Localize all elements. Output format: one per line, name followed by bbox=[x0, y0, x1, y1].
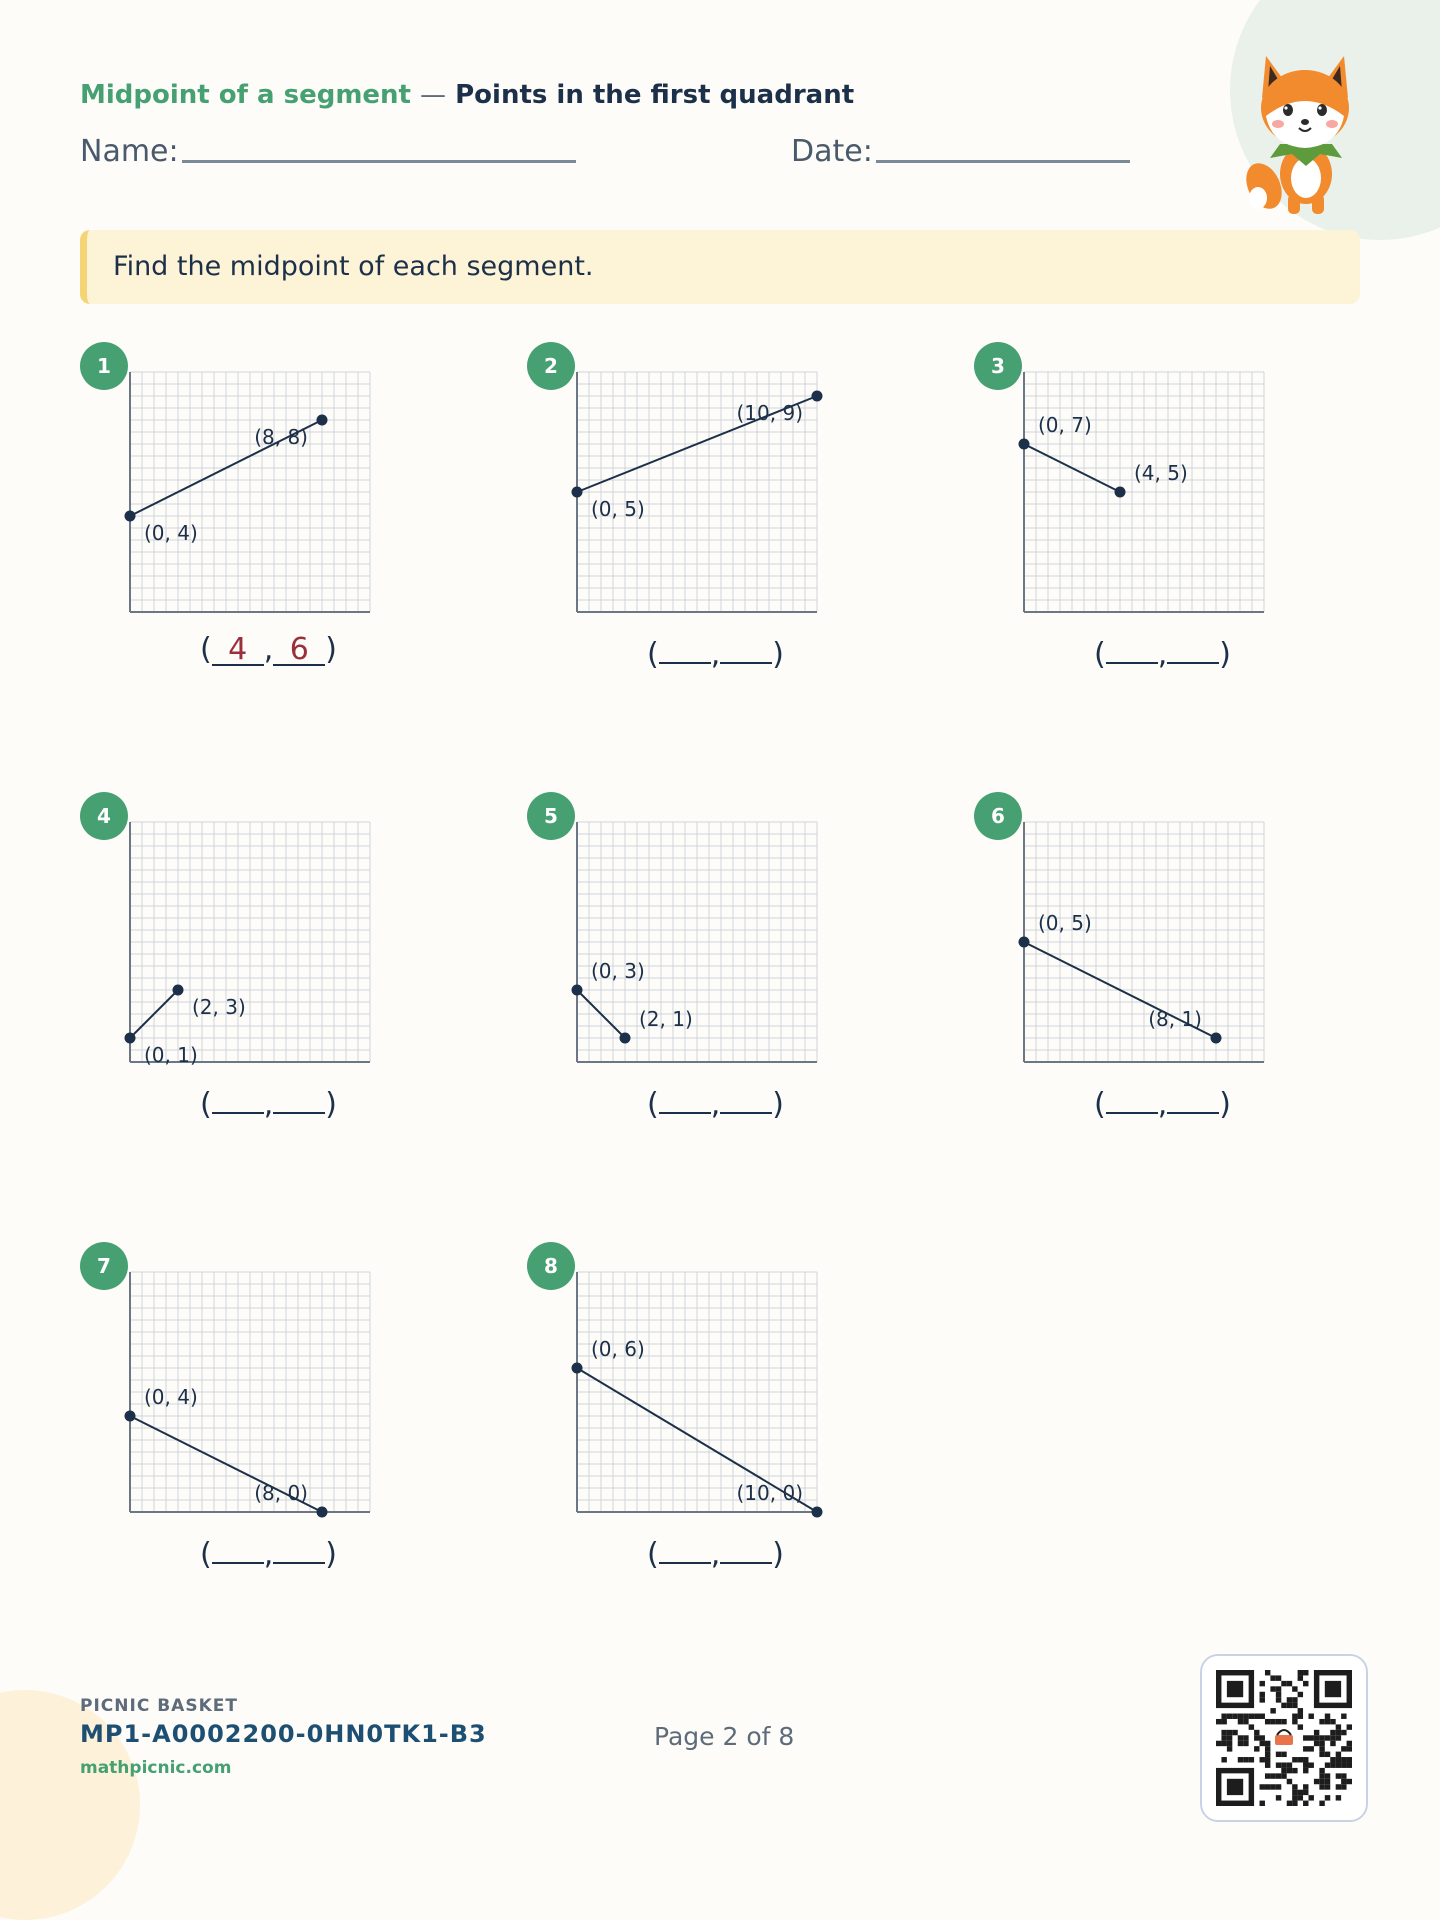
brand-label: PICNIC BASKET bbox=[80, 1696, 238, 1716]
endpoint-a-label: (0, 7) bbox=[1038, 413, 1092, 437]
problem-number-badge: 2 bbox=[527, 342, 575, 390]
endpoint-b bbox=[620, 1033, 631, 1044]
qr-code[interactable] bbox=[1200, 1654, 1368, 1822]
answer-y-blank[interactable] bbox=[273, 1532, 325, 1564]
endpoint-a bbox=[125, 1411, 136, 1422]
answer-y-blank[interactable]: 6 bbox=[273, 634, 325, 666]
problem-card bbox=[80, 1242, 500, 1602]
answer-x-blank[interactable]: 4 bbox=[212, 634, 264, 666]
endpoint-a bbox=[572, 1363, 583, 1374]
problem-card bbox=[974, 792, 1394, 1152]
instruction-banner bbox=[80, 230, 1360, 304]
endpoint-a bbox=[1019, 937, 1030, 948]
endpoint-b-label: (8, 8) bbox=[254, 425, 308, 449]
answer-x-blank[interactable] bbox=[1106, 1082, 1158, 1114]
answer-x-blank[interactable] bbox=[1106, 632, 1158, 664]
endpoint-a-label: (0, 4) bbox=[144, 1385, 198, 1409]
answer-field: ( , ) bbox=[647, 632, 784, 672]
problem-card bbox=[80, 342, 500, 702]
date-label: Date: bbox=[791, 134, 873, 169]
coordinate-grid bbox=[577, 1272, 817, 1512]
endpoint-b-label: (8, 0) bbox=[254, 1481, 308, 1505]
endpoint-b-label: (10, 9) bbox=[736, 401, 803, 425]
topic-title: Midpoint of a segment bbox=[80, 80, 411, 110]
answer-field: ( , ) bbox=[1094, 632, 1231, 672]
answer-x-blank[interactable] bbox=[659, 1532, 711, 1564]
coordinate-grid bbox=[130, 372, 370, 612]
coordinate-grid bbox=[1024, 822, 1264, 1062]
answer-field: ( , ) bbox=[200, 1082, 337, 1122]
endpoint-b bbox=[812, 1507, 823, 1518]
answer-y-blank[interactable] bbox=[720, 1532, 772, 1564]
site-link[interactable]: mathpicnic.com bbox=[80, 1758, 232, 1778]
problem-number-badge: 5 bbox=[527, 792, 575, 840]
problem-number-badge: 6 bbox=[974, 792, 1022, 840]
answer-y-blank[interactable] bbox=[1167, 1082, 1219, 1114]
answer-y-blank[interactable] bbox=[273, 1082, 325, 1114]
problem-number-badge: 3 bbox=[974, 342, 1022, 390]
date-field[interactable] bbox=[876, 160, 1130, 163]
coordinate-grid bbox=[577, 822, 817, 1062]
endpoint-b bbox=[317, 415, 328, 426]
answer-field: ( , ) bbox=[647, 1082, 784, 1122]
name-field[interactable] bbox=[182, 160, 576, 163]
endpoint-b-label: (2, 3) bbox=[192, 995, 246, 1019]
endpoint-a-label: (0, 3) bbox=[591, 959, 645, 983]
worksheet-title bbox=[80, 80, 854, 110]
answer-x-blank[interactable] bbox=[659, 1082, 711, 1114]
endpoint-a bbox=[572, 487, 583, 498]
problem-number-badge: 4 bbox=[80, 792, 128, 840]
endpoint-a bbox=[572, 985, 583, 996]
name-label: Name: bbox=[80, 134, 179, 169]
title-separator: — bbox=[420, 80, 447, 110]
page-number: Page 2 of 8 bbox=[654, 1722, 795, 1751]
qr-code-icon bbox=[1216, 1670, 1352, 1806]
endpoint-a bbox=[125, 1033, 136, 1044]
endpoint-a-label: (0, 6) bbox=[591, 1337, 645, 1361]
problem-card bbox=[80, 792, 500, 1152]
endpoint-a-label: (0, 5) bbox=[591, 497, 645, 521]
problem-number-badge: 7 bbox=[80, 1242, 128, 1290]
answer-field: ( , ) bbox=[647, 1532, 784, 1572]
coordinate-grid bbox=[130, 822, 370, 1067]
endpoint-b bbox=[317, 1507, 328, 1518]
answer-field: ( 4 , 6 ) bbox=[200, 632, 337, 667]
endpoint-a bbox=[1019, 439, 1030, 450]
endpoint-a-label: (0, 1) bbox=[144, 1043, 198, 1067]
endpoint-b-label: (8, 1) bbox=[1148, 1007, 1202, 1031]
problem-card bbox=[527, 792, 947, 1152]
answer-y-blank[interactable] bbox=[720, 632, 772, 664]
answer-y-blank[interactable] bbox=[720, 1082, 772, 1114]
fox-mascot-icon bbox=[1240, 46, 1370, 216]
endpoint-a bbox=[125, 511, 136, 522]
answer-x-blank[interactable] bbox=[212, 1532, 264, 1564]
problem-number-badge: 1 bbox=[80, 342, 128, 390]
instruction-text: Find the midpoint of each segment. bbox=[113, 251, 594, 282]
answer-field: ( , ) bbox=[200, 1532, 337, 1572]
answer-y-blank[interactable] bbox=[1167, 632, 1219, 664]
endpoint-a-label: (0, 4) bbox=[144, 521, 198, 545]
problem-number-badge: 8 bbox=[527, 1242, 575, 1290]
coordinate-grid bbox=[1024, 372, 1264, 612]
endpoint-b-label: (10, 0) bbox=[736, 1481, 803, 1505]
answer-field: ( , ) bbox=[1094, 1082, 1231, 1122]
problem-card bbox=[527, 1242, 947, 1602]
coordinate-grid bbox=[577, 372, 817, 612]
coordinate-grid bbox=[130, 1272, 370, 1512]
endpoint-a-label: (0, 5) bbox=[1038, 911, 1092, 935]
endpoint-b bbox=[1115, 487, 1126, 498]
endpoint-b bbox=[173, 985, 184, 996]
answer-x-blank[interactable] bbox=[659, 632, 711, 664]
worksheet-code: MP1-A0002200-0HN0TK1-B3 bbox=[80, 1720, 487, 1748]
endpoint-b-label: (4, 5) bbox=[1134, 461, 1188, 485]
problem-card bbox=[974, 342, 1394, 702]
answer-x-blank[interactable] bbox=[212, 1082, 264, 1114]
subtopic-title: Points in the first quadrant bbox=[455, 80, 855, 110]
endpoint-b bbox=[1211, 1033, 1222, 1044]
endpoint-b bbox=[812, 391, 823, 402]
endpoint-b-label: (2, 1) bbox=[639, 1007, 693, 1031]
problem-card bbox=[527, 342, 947, 702]
